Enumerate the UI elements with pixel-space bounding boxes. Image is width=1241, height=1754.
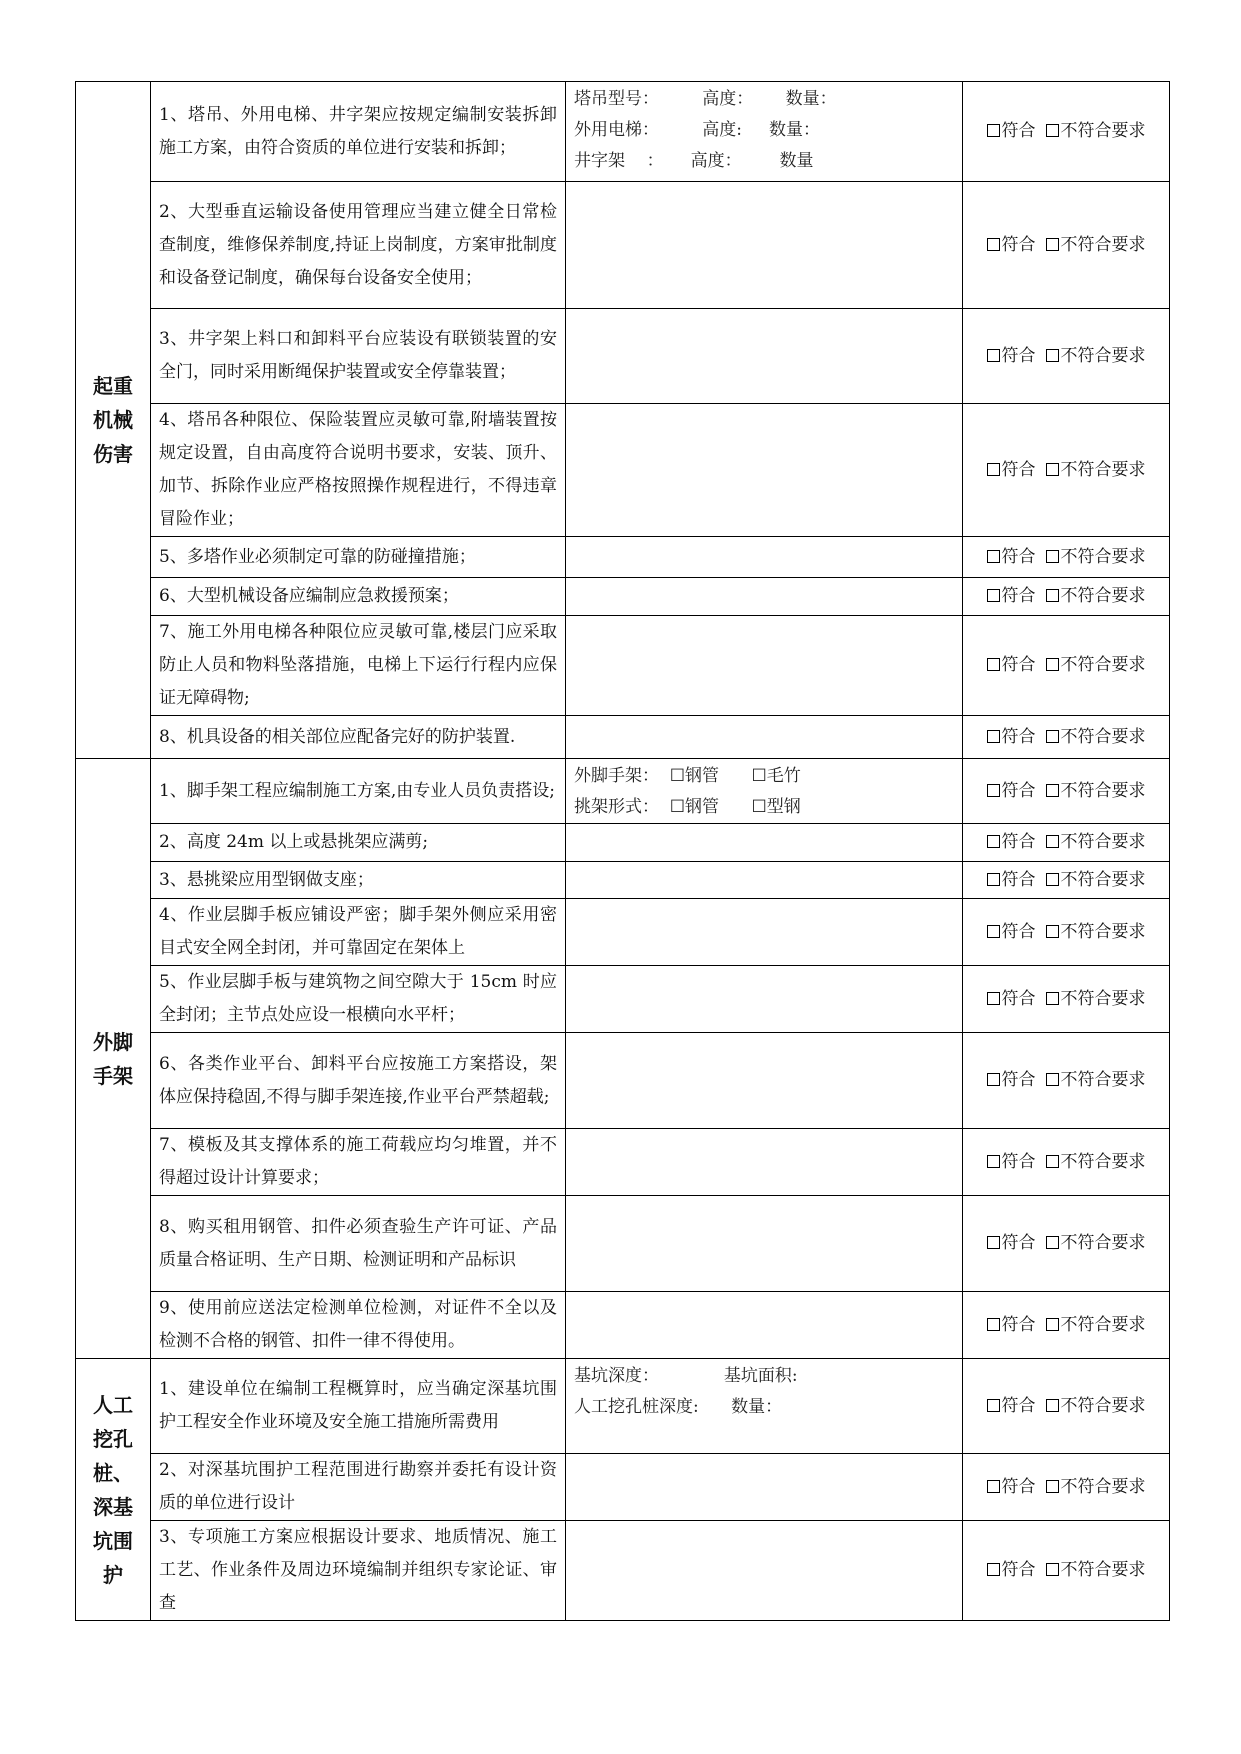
pass-checkbox[interactable] <box>987 1399 1000 1412</box>
fail-label: 不符合要求 <box>1060 459 1146 480</box>
fail-checkbox[interactable] <box>1046 589 1059 602</box>
pass-checkbox[interactable] <box>987 835 1000 848</box>
fail-label: 不符合要求 <box>1060 832 1146 852</box>
equipment-info-cell[interactable] <box>566 616 963 716</box>
equipment-info-cell[interactable] <box>566 824 963 862</box>
requirement-text: 1、建设单位在编制工程概算时，应当确定深基坑围护工程安全作业环境及安全施工措施所需费用 <box>151 1359 566 1454</box>
compliance-options <box>963 759 1170 824</box>
checklist-body <box>76 82 1170 1621</box>
requirement-text: 5、多塔作业必须制定可靠的防碰撞措施； <box>151 537 566 578</box>
checklist-row <box>76 578 1170 616</box>
equipment-info-cell[interactable] <box>566 1454 963 1521</box>
requirement-text: 9、使用前应送法定检测单位检测，对证件不全以及检测不合格的钢管、扣件一律不得使用。 <box>151 1292 566 1359</box>
requirement-text: 1、脚手架工程应编制施工方案,由专业人员负责搭设; <box>151 759 566 824</box>
fail-checkbox[interactable] <box>1046 1073 1059 1086</box>
compliance-options <box>963 1129 1170 1196</box>
pass-checkbox[interactable] <box>987 1236 1000 1249</box>
compliance-options <box>963 966 1170 1033</box>
pass-label: 符合 <box>1001 1560 1036 1580</box>
equipment-info-cell[interactable] <box>566 1292 963 1359</box>
fail-checkbox[interactable] <box>1046 463 1059 476</box>
pass-checkbox[interactable] <box>987 238 1000 251</box>
pass-checkbox[interactable] <box>987 349 1000 362</box>
equipment-info-cell[interactable] <box>566 1033 963 1129</box>
compliance-options <box>963 1292 1170 1359</box>
equipment-info-cell[interactable] <box>566 309 963 404</box>
pass-checkbox[interactable] <box>987 730 1000 743</box>
fail-label: 不符合要求 <box>1060 1151 1146 1172</box>
requirement-text: 2、对深基坑围护工程范围进行勘察并委托有设计资质的单位进行设计 <box>151 1454 566 1521</box>
fail-checkbox[interactable] <box>1046 1563 1059 1576</box>
fail-label: 不符合要求 <box>1060 234 1146 255</box>
pass-checkbox[interactable] <box>987 925 1000 938</box>
checklist-row <box>76 862 1170 899</box>
pass-checkbox[interactable] <box>987 463 1000 476</box>
fail-checkbox[interactable] <box>1046 550 1059 563</box>
equipment-info-cell[interactable] <box>566 1521 963 1621</box>
compliance-options <box>963 1033 1170 1129</box>
fail-checkbox[interactable] <box>1046 1155 1059 1168</box>
compliance-options <box>963 824 1170 862</box>
pass-label: 符合 <box>1001 726 1036 747</box>
compliance-options <box>963 309 1170 404</box>
pass-checkbox[interactable] <box>987 1073 1000 1086</box>
fail-label: 不符合要求 <box>1060 1314 1146 1335</box>
fail-label: 不符合要求 <box>1060 921 1146 942</box>
fail-label: 不符合要求 <box>1060 780 1146 801</box>
fail-label: 不符合要求 <box>1060 345 1146 366</box>
fail-checkbox[interactable] <box>1046 1318 1059 1331</box>
requirement-text: 3、井字架上料口和卸料平台应装设有联锁装置的安全门，同时采用断绳保护装置或安全停靠装置； <box>151 309 566 404</box>
section-category: 外脚 手架 <box>76 759 151 1359</box>
requirement-text: 8、机具设备的相关部位应配备完好的防护装置. <box>151 716 566 759</box>
requirement-text: 3、悬挑梁应用型钢做支座； <box>151 862 566 899</box>
checklist-row <box>76 1129 1170 1196</box>
fail-checkbox[interactable] <box>1046 835 1059 848</box>
checklist-row <box>76 1196 1170 1292</box>
requirement-text: 6、各类作业平台、卸料平台应按施工方案搭设，架体应保持稳固,不得与脚手架连接,作业平台严禁超载; <box>151 1033 566 1129</box>
pass-label: 符合 <box>1001 1476 1036 1497</box>
equipment-info-cell[interactable] <box>566 899 963 966</box>
pass-label: 符合 <box>1001 1151 1036 1172</box>
fail-label: 不符合要求 <box>1060 1476 1146 1497</box>
compliance-options <box>963 1359 1170 1454</box>
pass-checkbox[interactable] <box>987 1318 1000 1331</box>
fail-checkbox[interactable] <box>1046 730 1059 743</box>
pass-label: 符合 <box>1001 121 1036 141</box>
compliance-options <box>963 537 1170 578</box>
fail-label: 不符合要求 <box>1060 1070 1146 1090</box>
fail-checkbox[interactable] <box>1046 238 1059 251</box>
pass-checkbox[interactable] <box>987 124 1000 137</box>
compliance-options <box>963 616 1170 716</box>
pass-checkbox[interactable] <box>987 992 1000 1005</box>
checklist-row <box>76 537 1170 578</box>
pass-checkbox[interactable] <box>987 873 1000 886</box>
pass-checkbox[interactable] <box>987 1563 1000 1576</box>
checklist-row <box>76 404 1170 537</box>
requirement-text: 2、高度 24m 以上或悬挑架应满剪; <box>151 824 566 862</box>
fail-label: 不符合要求 <box>1060 121 1146 141</box>
checklist-row <box>76 824 1170 862</box>
checklist-row <box>76 1033 1170 1129</box>
pass-checkbox[interactable] <box>987 1155 1000 1168</box>
equipment-info-line: 塔吊型号： 高度： 数量： <box>574 89 837 109</box>
pass-label: 符合 <box>1001 546 1036 567</box>
compliance-options <box>963 862 1170 899</box>
requirement-text: 1、塔吊、外用电梯、井字架应按规定编制安装拆卸施工方案，由符合资质的单位进行安装和拆卸； <box>151 82 566 182</box>
fail-checkbox[interactable] <box>1046 1480 1059 1493</box>
checklist-row <box>76 1521 1170 1621</box>
checklist-row <box>76 1359 1170 1454</box>
equipment-info-line: 外脚手架： ☐钢管 ☐毛竹 <box>574 766 801 786</box>
requirement-text: 2、大型垂直运输设备使用管理应当建立健全日常检查制度，维修保养制度,持证上岗制度，方案审批制度和设备登记制度，确保每台设备安全使用； <box>151 182 566 309</box>
requirement-text: 4、塔吊各种限位、保险装置应灵敏可靠,附墙装置按规定设置，自由高度符合说明书要求，安装、顶升、加节、拆除作业应严格按照操作规程进行，不得违章冒险作业； <box>151 404 566 537</box>
fail-label: 不符合要求 <box>1060 1560 1146 1580</box>
compliance-options <box>963 82 1170 182</box>
pass-label: 符合 <box>1001 921 1036 942</box>
section-category: 人工 挖孔 桩、 深基 坑围 护 <box>76 1359 151 1621</box>
equipment-info-cell[interactable] <box>566 82 963 182</box>
equipment-info-line: 基坑深度： 基坑面积: <box>574 1366 798 1386</box>
compliance-options <box>963 404 1170 537</box>
fail-label: 不符合要求 <box>1060 1395 1146 1416</box>
requirement-text: 5、作业层脚手板与建筑物之间空隙大于 15cm 时应全封闭；主节点处应设一根横向水平杆； <box>151 966 566 1033</box>
compliance-options <box>963 716 1170 759</box>
requirement-text: 4、作业层脚手板应铺设严密；脚手架外侧应采用密目式安全网全封闭，并可靠固定在架体上 <box>151 899 566 966</box>
checklist-row <box>76 759 1170 824</box>
pass-label: 符合 <box>1001 1070 1036 1090</box>
equipment-info-cell[interactable] <box>566 862 963 899</box>
requirement-text: 7、施工外用电梯各种限位应灵敏可靠,楼层门应采取防止人员和物料坠落措施，电梯上下运行行程内应保证无障碍物; <box>151 616 566 716</box>
fail-checkbox[interactable] <box>1046 925 1059 938</box>
equipment-info-cell[interactable] <box>566 966 963 1033</box>
fail-checkbox[interactable] <box>1046 124 1059 137</box>
fail-checkbox[interactable] <box>1046 873 1059 886</box>
pass-checkbox[interactable] <box>987 658 1000 671</box>
requirement-text: 3、专项施工方案应根据设计要求、地质情况、施工工艺、作业条件及周边环境编制并组织专家论证、审查 <box>151 1521 566 1621</box>
fail-label: 不符合要求 <box>1060 1233 1146 1253</box>
equipment-info-cell[interactable] <box>566 537 963 578</box>
equipment-info-cell[interactable] <box>566 1359 963 1454</box>
fail-label: 不符合要求 <box>1060 988 1146 1009</box>
pass-label: 符合 <box>1001 459 1036 480</box>
pass-checkbox[interactable] <box>987 550 1000 563</box>
equipment-info-line: 人工挖孔桩深度: 数量： <box>574 1397 783 1417</box>
fail-checkbox[interactable] <box>1046 658 1059 671</box>
pass-label: 符合 <box>1001 869 1036 890</box>
pass-label: 符合 <box>1001 234 1036 255</box>
compliance-options <box>963 1454 1170 1521</box>
equipment-info-line: 挑架形式： ☐钢管 ☐型钢 <box>574 797 801 817</box>
pass-checkbox[interactable] <box>987 784 1000 797</box>
checklist-row <box>76 309 1170 404</box>
requirement-text: 6、大型机械设备应编制应急救援预案； <box>151 578 566 616</box>
equipment-info-cell[interactable] <box>566 1129 963 1196</box>
equipment-info-cell[interactable] <box>566 1196 963 1292</box>
equipment-info-line: 井字架 ： 高度： 数量 <box>574 151 814 171</box>
fail-label: 不符合要求 <box>1060 869 1146 890</box>
compliance-options <box>963 1521 1170 1621</box>
checklist-row <box>76 1292 1170 1359</box>
pass-label: 符合 <box>1001 345 1036 366</box>
fail-label: 不符合要求 <box>1060 546 1146 567</box>
section-category: 起重 机械 伤害 <box>76 82 151 759</box>
equipment-info-cell[interactable] <box>566 578 963 616</box>
requirement-text: 7、模板及其支撑体系的施工荷载应均匀堆置，并不得超过设计计算要求； <box>151 1129 566 1196</box>
fail-checkbox[interactable] <box>1046 784 1059 797</box>
fail-label: 不符合要求 <box>1060 655 1146 675</box>
checklist-row <box>76 82 1170 182</box>
fail-checkbox[interactable] <box>1046 349 1059 362</box>
fail-checkbox[interactable] <box>1046 1236 1059 1249</box>
equipment-info-cell[interactable] <box>566 182 963 309</box>
requirement-text: 8、购买租用钢管、扣件必须查验生产许可证、产品质量合格证明、生产日期、检测证明和产品标识 <box>151 1196 566 1292</box>
pass-label: 符合 <box>1001 1395 1036 1416</box>
compliance-options <box>963 899 1170 966</box>
pass-label: 符合 <box>1001 1314 1036 1335</box>
safety-checklist-table <box>75 81 1170 1621</box>
checklist-row <box>76 716 1170 759</box>
pass-label: 符合 <box>1001 586 1036 606</box>
pass-label: 符合 <box>1001 988 1036 1009</box>
checklist-row <box>76 1454 1170 1521</box>
equipment-info-cell[interactable] <box>566 716 963 759</box>
compliance-options <box>963 1196 1170 1292</box>
equipment-info-cell[interactable] <box>566 404 963 537</box>
pass-label: 符合 <box>1001 655 1036 675</box>
compliance-options <box>963 578 1170 616</box>
pass-checkbox[interactable] <box>987 1480 1000 1493</box>
checklist-row <box>76 182 1170 309</box>
equipment-info-line: 外用电梯： 高度: 数量： <box>574 120 820 140</box>
compliance-options <box>963 182 1170 309</box>
pass-checkbox[interactable] <box>987 589 1000 602</box>
fail-label: 不符合要求 <box>1060 586 1146 606</box>
pass-label: 符合 <box>1001 1233 1036 1253</box>
checklist-row <box>76 966 1170 1033</box>
checklist-row <box>76 899 1170 966</box>
fail-checkbox[interactable] <box>1046 1399 1059 1412</box>
pass-label: 符合 <box>1001 832 1036 852</box>
equipment-info-cell[interactable] <box>566 759 963 824</box>
checklist-row <box>76 616 1170 716</box>
pass-label: 符合 <box>1001 780 1036 801</box>
fail-label: 不符合要求 <box>1060 726 1146 747</box>
fail-checkbox[interactable] <box>1046 992 1059 1005</box>
